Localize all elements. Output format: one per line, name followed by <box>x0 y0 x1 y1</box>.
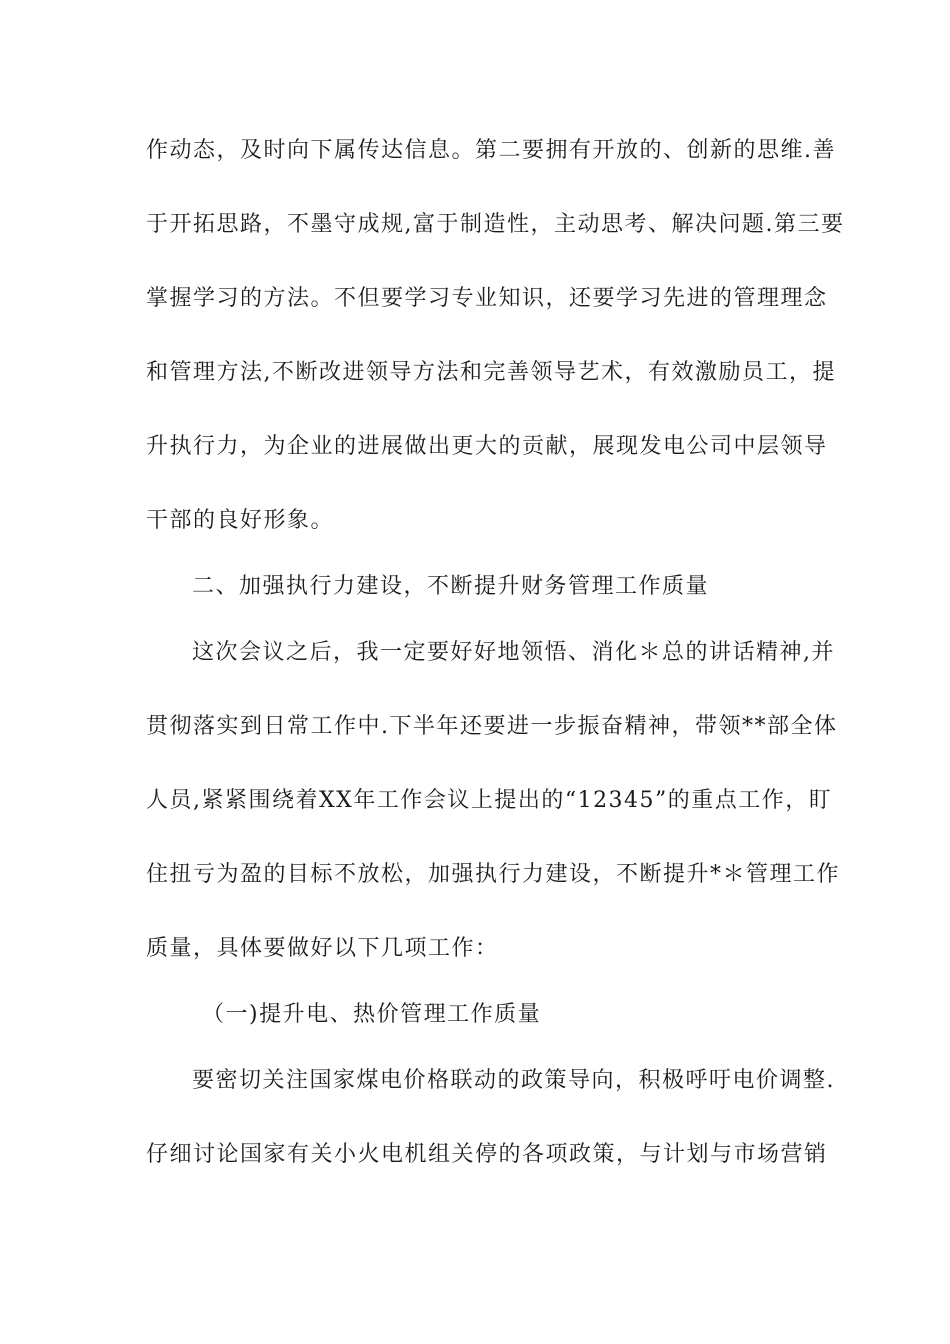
body-text-line: 作动态，及时向下属传达信息。第二要拥有开放的、创新的思维.善 <box>146 138 836 163</box>
body-text-line: 于开拓思路，不墨守成规,富于制造性，主动思考、解决问题.第三要 <box>146 212 845 237</box>
body-text-line: 质量，具体要做好以下几项工作： <box>146 936 499 961</box>
body-text-line: 贯彻落实到日常工作中.下半年还要进一步振奋精神，带领**部全体 <box>146 714 838 739</box>
body-text-line: 仔细讨论国家有关小火电机组关停的各项政策，与计划与市场营销 <box>146 1142 828 1167</box>
body-text-line: 住扭亏为盈的目标不放松，加强执行力建设，不断提升*＊管理工作 <box>146 862 841 887</box>
body-text-line: 人员,紧紧围绕着XX年工作会议上提出的“12345”的重点工作，盯 <box>146 788 833 813</box>
paragraph-start-line: 这次会议之后，我一定要好好地领悟、消化＊总的讲话精神,并 <box>192 640 835 665</box>
body-text-line: 掌握学习的方法。不但要学习专业知识，还要学习先进的管理理念 <box>146 286 828 311</box>
body-text-line: 升执行力，为企业的进展做出更大的贡献，展现发电公司中层领导 <box>146 434 828 459</box>
section-heading: 二、加强执行力建设，不断提升财务管理工作质量 <box>192 574 710 599</box>
subsection-heading: （一)提升电、热价管理工作质量 <box>202 1002 542 1027</box>
body-text-line: 和管理方法,不断改进领导方法和完善领导艺术，有效激励员工，提 <box>146 360 836 385</box>
paragraph-start-line: 要密切关注国家煤电价格联动的政策导向，积极呼吁电价调整. <box>192 1068 835 1093</box>
body-text-line: 干部的良好形象。 <box>146 508 335 533</box>
